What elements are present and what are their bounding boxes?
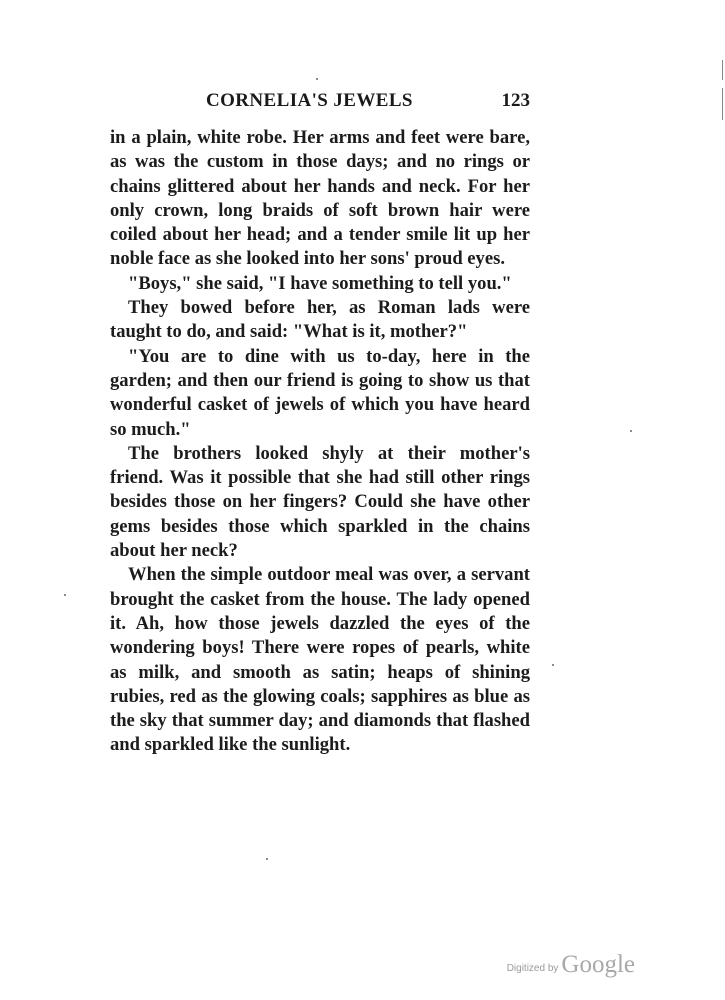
scan-edge-mark [722,60,723,80]
google-logo: Google [561,951,635,978]
paragraph-6: When the simple outdoor meal was over, a servant brought the casket from the house. The lady opened it. Ah, how those jewels dazzled the eyes of the wondering boys! There were ropes of pearls, white as milk, and smooth as satin; heaps of shining rubies, red as the glowing coals; sapphires as blue as the sky that summer day; and diamonds that flashed and sparkled like the sunlight. [110,564,530,756]
body-text [110,126,530,758]
running-head [110,89,530,113]
page-number: 123 [501,90,530,111]
watermark-prefix: Digitized by [506,963,559,974]
scan-edge-mark [722,88,723,120]
scan-speck [630,430,632,432]
paragraph-4: "You are to dine with us to-day, here in the garden; and then our friend is going to show us that wonderful casket of jewels of which you have heard so much." [110,345,530,440]
paragraph-5: The brothers looked shyly at their mother's friend. Was it possible that she had still other rings besides those on her fingers? Could she have other gems besides those which sparkled in the chains about her neck? [110,442,530,562]
scan-speck [316,78,318,80]
running-title: CORNELIA'S JEWELS [206,90,413,111]
paragraph-2: "Boys," she said, "I have something to tell you." [128,272,512,294]
scan-speck [552,664,554,666]
scan-speck [266,858,268,860]
scan-speck [64,594,66,596]
paragraph-3: They bowed before her, as Roman lads were taught to do, and said: "What is it, mother?" [110,297,530,343]
digitized-by-google-watermark [507,952,635,978]
paragraph-1: in a plain, white robe. Her arms and feet were bare, as was the custom in those days; and no rings or chains glittered about her hands and neck. For her only crown, long braids of soft brown hair were coiled about her head; and a tender smile lit up her noble face as she looked into her sons' proud eyes. [110,127,530,270]
